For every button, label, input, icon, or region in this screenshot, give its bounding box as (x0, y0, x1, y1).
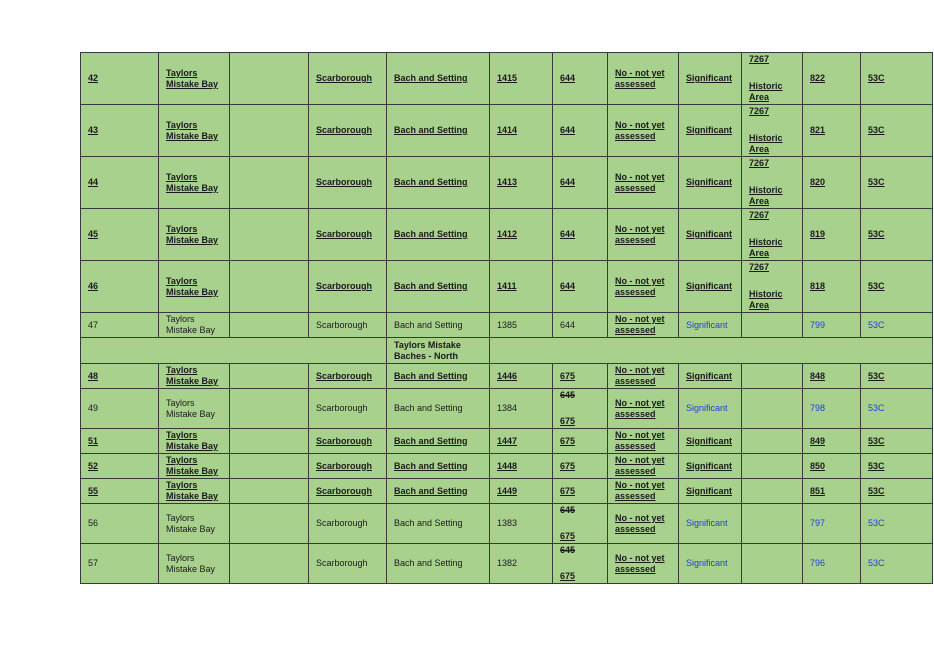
suburb-cell: Scarborough (309, 504, 387, 544)
heritage-area-cell[interactable] (742, 364, 803, 389)
record-id-cell[interactable]: 819 (803, 209, 861, 261)
old-map-number: 645 (560, 505, 576, 515)
item-ref-cell[interactable]: 44 (81, 157, 159, 209)
heritage-area-cell[interactable] (742, 454, 803, 479)
item-ref-cell: 57 (81, 544, 159, 584)
map-number-cell (553, 544, 608, 584)
heritage-area-cell[interactable] (742, 53, 803, 105)
suburb-cell[interactable]: Scarborough (309, 53, 387, 105)
table-row (81, 504, 933, 544)
item-type-cell[interactable]: Bach and Setting (387, 364, 490, 389)
place-cell: Taylors Mistake Bay (159, 389, 230, 429)
assessment-status-cell[interactable]: No - not yet assessed (608, 53, 679, 105)
heritage-number-cell[interactable]: 1412 (490, 209, 553, 261)
old-map-number: 645 (560, 545, 576, 555)
item-type-cell: Bach and Setting (387, 544, 490, 584)
map-number-cell (553, 389, 608, 429)
map-number-cell[interactable] (553, 157, 608, 209)
item-type-cell[interactable]: Bach and Setting (387, 479, 490, 504)
place-cell: Taylors Mistake Bay (159, 544, 230, 584)
assessment-status-cell[interactable]: No - not yet assessed (608, 313, 679, 338)
heritage-number-cell[interactable]: 1415 (490, 53, 553, 105)
old-map-number: 645 (560, 390, 576, 400)
empty-cell (230, 389, 309, 429)
empty-cell (230, 209, 309, 261)
table-row (81, 53, 933, 105)
record-id-cell: 798 (803, 389, 861, 429)
map-number: 644 (560, 73, 576, 83)
planning-map-cell: 53C (861, 504, 933, 544)
table-row (81, 157, 933, 209)
suburb-cell[interactable]: Scarborough (309, 364, 387, 389)
planning-map-cell: 53C (861, 544, 933, 584)
map-number-cell[interactable] (553, 429, 608, 454)
empty-cell (230, 429, 309, 454)
significance-cell[interactable]: Significant (679, 364, 742, 389)
heritage-number-cell: 1382 (490, 544, 553, 584)
place-cell[interactable]: Taylors Mistake Bay (159, 454, 230, 479)
assessment-status-cell[interactable]: No - not yet assessed (608, 157, 679, 209)
item-ref-cell: 47 (81, 313, 159, 338)
empty-cell (230, 313, 309, 338)
heritage-area-cell[interactable] (742, 209, 803, 261)
significance-cell[interactable]: Significant (679, 429, 742, 454)
heritage-number-cell[interactable]: 1414 (490, 105, 553, 157)
map-number-cell[interactable] (553, 364, 608, 389)
map-number: 644 (560, 319, 576, 330)
map-number-cell[interactable] (553, 479, 608, 504)
record-id-cell: 797 (803, 504, 861, 544)
empty-cell (230, 544, 309, 584)
map-number: 644 (560, 177, 576, 187)
significance-cell[interactable]: Significant (679, 157, 742, 209)
suburb-cell[interactable]: Scarborough (309, 105, 387, 157)
place-cell[interactable]: Taylors Mistake Bay (159, 479, 230, 504)
significance-cell: Significant (679, 313, 742, 338)
place-cell: Taylors Mistake Bay (159, 504, 230, 544)
empty-cell (230, 454, 309, 479)
record-id-cell[interactable]: 821 (803, 105, 861, 157)
table-row (81, 544, 933, 584)
map-number: 644 (560, 281, 576, 291)
heritage-number-cell: 1384 (490, 389, 553, 429)
planning-map-cell[interactable]: 53C (861, 454, 933, 479)
heading-spacer (490, 338, 933, 364)
significance-cell[interactable]: Significant (679, 454, 742, 479)
place-cell[interactable]: Taylors Mistake Bay (159, 105, 230, 157)
item-ref-cell[interactable]: 55 (81, 479, 159, 504)
item-ref-cell[interactable]: 46 (81, 261, 159, 313)
area-number: 7267 (749, 54, 770, 64)
item-ref-cell[interactable]: 42 (81, 53, 159, 105)
item-ref-cell[interactable]: 51 (81, 429, 159, 454)
empty-cell (230, 53, 309, 105)
item-ref-cell[interactable]: 48 (81, 364, 159, 389)
item-type-cell[interactable]: Bach and Setting (387, 157, 490, 209)
empty-cell (230, 479, 309, 504)
place-cell[interactable]: Taylors Mistake Bay (159, 53, 230, 105)
record-id-cell[interactable]: 818 (803, 261, 861, 313)
item-type-cell[interactable]: Bach and Setting (387, 105, 490, 157)
suburb-cell[interactable]: Scarborough (309, 157, 387, 209)
map-number: 675 (560, 370, 576, 381)
suburb-cell[interactable]: Scarborough (309, 261, 387, 313)
area-label: Historic Area (749, 133, 783, 154)
area-label: Historic Area (749, 81, 783, 102)
table-row (81, 105, 933, 157)
item-type-cell[interactable]: Bach and Setting (387, 261, 490, 313)
suburb-cell[interactable]: Scarborough (309, 454, 387, 479)
assessment-status-cell[interactable]: No - not yet assessed (608, 479, 679, 504)
significance-cell[interactable]: Significant (679, 479, 742, 504)
assessment-status-cell[interactable]: No - not yet assessed (608, 504, 679, 544)
place-cell[interactable]: Taylors Mistake Bay (159, 157, 230, 209)
item-type-cell[interactable]: Bach and Setting (387, 53, 490, 105)
assessment-status-cell[interactable]: No - not yet assessed (608, 209, 679, 261)
map-number-cell (553, 313, 608, 338)
heritage-area-cell[interactable] (742, 479, 803, 504)
section-heading-row (81, 338, 933, 364)
assessment-status-cell[interactable]: No - not yet assessed (608, 389, 679, 429)
suburb-cell: Scarborough (309, 544, 387, 584)
record-id-cell[interactable]: 820 (803, 157, 861, 209)
map-number: 675 (560, 460, 576, 471)
table-row (81, 209, 933, 261)
heading-spacer (81, 338, 387, 364)
empty-cell (230, 504, 309, 544)
map-number-cell[interactable] (553, 261, 608, 313)
place-cell[interactable]: Taylors Mistake Bay (159, 429, 230, 454)
area-number: 7267 (749, 158, 770, 168)
record-id-cell: 799 (803, 313, 861, 338)
heritage-number-cell[interactable]: 1413 (490, 157, 553, 209)
planning-map-cell[interactable]: 53C (861, 261, 933, 313)
heritage-schedule-table (80, 52, 933, 584)
suburb-cell[interactable]: Scarborough (309, 209, 387, 261)
planning-map-cell: 53C (861, 313, 933, 338)
significance-cell: Significant (679, 389, 742, 429)
record-id-cell[interactable]: 822 (803, 53, 861, 105)
suburb-cell[interactable]: Scarborough (309, 429, 387, 454)
significance-cell[interactable]: Significant (679, 105, 742, 157)
assessment-status-cell[interactable]: No - not yet assessed (608, 105, 679, 157)
assessment-status-cell[interactable]: No - not yet assessed (608, 429, 679, 454)
section-heading: Taylors Mistake Baches - North (387, 338, 490, 364)
heritage-number-cell[interactable]: 1447 (490, 429, 553, 454)
planning-map-cell[interactable]: 53C (861, 105, 933, 157)
area-label: Historic Area (749, 185, 783, 206)
place-cell[interactable]: Taylors Mistake Bay (159, 209, 230, 261)
heritage-number-cell: 1383 (490, 504, 553, 544)
item-ref-cell[interactable]: 45 (81, 209, 159, 261)
map-number: 675 (560, 435, 576, 446)
heritage-area-cell (742, 504, 803, 544)
area-label: Historic Area (749, 237, 783, 258)
heritage-area-cell[interactable] (742, 105, 803, 157)
planning-map-cell: 53C (861, 389, 933, 429)
place-cell: Taylors Mistake Bay (159, 313, 230, 338)
item-ref-cell: 49 (81, 389, 159, 429)
place-cell[interactable]: Taylors Mistake Bay (159, 364, 230, 389)
planning-map-cell[interactable]: 53C (861, 157, 933, 209)
item-type-cell[interactable]: Bach and Setting (387, 454, 490, 479)
planning-map-cell[interactable]: 53C (861, 209, 933, 261)
map-number-cell (553, 504, 608, 544)
empty-cell (230, 364, 309, 389)
record-id-cell[interactable]: 850 (803, 454, 861, 479)
map-number-cell[interactable] (553, 53, 608, 105)
item-ref-cell[interactable]: 52 (81, 454, 159, 479)
significance-cell[interactable]: Significant (679, 261, 742, 313)
heritage-area-cell[interactable] (742, 157, 803, 209)
heritage-number-cell[interactable]: 1449 (490, 479, 553, 504)
heritage-area-cell (742, 544, 803, 584)
item-ref-cell[interactable]: 43 (81, 105, 159, 157)
map-number-cell[interactable] (553, 454, 608, 479)
empty-cell (230, 105, 309, 157)
table-row (81, 454, 933, 479)
map-number: 675 (560, 485, 576, 496)
planning-map-cell[interactable]: 53C (861, 53, 933, 105)
significance-cell[interactable]: Significant (679, 53, 742, 105)
table-body (81, 53, 933, 584)
table-row (81, 261, 933, 313)
item-type-cell[interactable]: Bach and Setting (387, 429, 490, 454)
area-number: 7267 (749, 106, 770, 116)
map-number-cell[interactable] (553, 105, 608, 157)
map-number-cell[interactable] (553, 209, 608, 261)
significance-cell[interactable]: Significant (679, 209, 742, 261)
heritage-area-cell (742, 313, 803, 338)
area-number: 7267 (749, 210, 770, 220)
heritage-number-cell: 1385 (490, 313, 553, 338)
planning-map-cell[interactable]: 53C (861, 429, 933, 454)
map-number: 644 (560, 125, 576, 135)
planning-map-cell[interactable]: 53C (861, 364, 933, 389)
item-type-cell: Bach and Setting (387, 389, 490, 429)
table-row (81, 429, 933, 454)
area-label: Historic Area (749, 289, 783, 310)
significance-cell: Significant (679, 504, 742, 544)
item-type-cell[interactable]: Bach and Setting (387, 209, 490, 261)
map-number: 675 (560, 531, 576, 541)
item-type-cell: Bach and Setting (387, 504, 490, 544)
record-id-cell[interactable]: 849 (803, 429, 861, 454)
heritage-number-cell[interactable]: 1448 (490, 454, 553, 479)
table-row (81, 389, 933, 429)
assessment-status-cell[interactable]: No - not yet assessed (608, 544, 679, 584)
table-row (81, 313, 933, 338)
record-id-cell: 796 (803, 544, 861, 584)
map-number: 675 (560, 571, 576, 581)
heritage-number-cell[interactable]: 1411 (490, 261, 553, 313)
suburb-cell[interactable]: Scarborough (309, 479, 387, 504)
record-id-cell[interactable]: 851 (803, 479, 861, 504)
record-id-cell[interactable]: 848 (803, 364, 861, 389)
map-number: 644 (560, 229, 576, 239)
heritage-area-cell (742, 389, 803, 429)
assessment-status-cell[interactable]: No - not yet assessed (608, 261, 679, 313)
significance-cell: Significant (679, 544, 742, 584)
heritage-area-cell[interactable] (742, 261, 803, 313)
empty-cell (230, 261, 309, 313)
heritage-area-cell[interactable] (742, 429, 803, 454)
empty-cell (230, 157, 309, 209)
suburb-cell: Scarborough (309, 389, 387, 429)
assessment-status-cell[interactable]: No - not yet assessed (608, 454, 679, 479)
heritage-number-cell[interactable]: 1446 (490, 364, 553, 389)
item-ref-cell: 56 (81, 504, 159, 544)
table-row (81, 479, 933, 504)
item-type-cell: Bach and Setting (387, 313, 490, 338)
place-cell[interactable]: Taylors Mistake Bay (159, 261, 230, 313)
map-number: 675 (560, 416, 576, 426)
assessment-status-cell[interactable]: No - not yet assessed (608, 364, 679, 389)
suburb-cell: Scarborough (309, 313, 387, 338)
planning-map-cell[interactable]: 53C (861, 479, 933, 504)
table-row (81, 364, 933, 389)
area-number: 7267 (749, 262, 770, 272)
